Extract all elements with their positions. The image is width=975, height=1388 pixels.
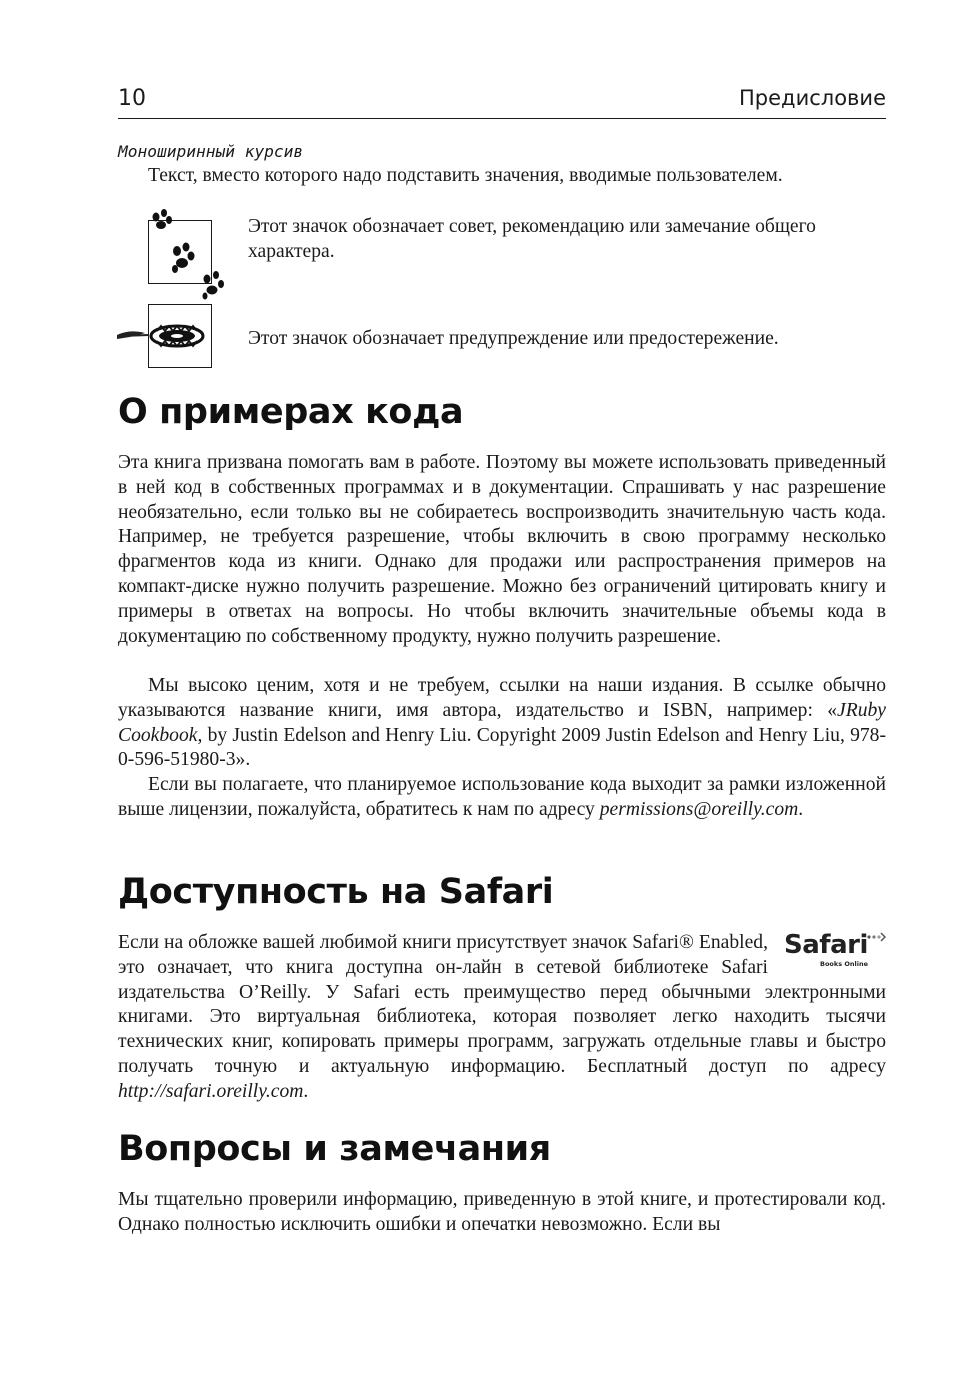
safari-paragraph-text: Если на обложке вашей любимой книги присутствует значок Safari® Enabled, это означает, что книга доступна он-лайн в сетевой библиотеке Safari издательства O’Reilly. У Safari есть преимущество перед обычными электронными книгами. Это виртуальная библиотека, которая позволяет легко находить тысячи технических книг, копировать примеры программ, загружать отдельные главы и быстро получать точную и актуальную информацию. Бесплатный доступ по адресу: [118, 932, 886, 1077]
permissions-email-link[interactable]: permissions@oreilly.com: [599, 798, 799, 820]
safari-logo-spacer: [768, 931, 886, 979]
mono-italic-description: Текст, вместо которого надо подставить значения, вводимые пользователем.: [148, 165, 783, 186]
warning-icon: [148, 304, 212, 368]
tip-text: Этот значок обозначает совет, рекомендацию или замечание общего характера.: [248, 216, 816, 262]
safari-paragraph: Если на обложке вашей любимой книги присутствует значок Safari® Enabled, это означает, что книга доступна он-лайн в сетевой библиотеке Safari издательства O’Reilly. У Safari есть преимущество перед обычными электронными книгами. Это виртуальная библиотека, которая позволяет легко находить тысячи технических книг, копировать примеры программ, загружать отдельные главы и быстро получать точную и актуальную информацию. Бесплатный доступ по адресу http://safari.oreilly.com.: [118, 932, 886, 1102]
book-title: JRuby Cookbook,: [118, 699, 886, 746]
safari-logo-subtitle: Books Online: [820, 960, 868, 968]
code-examples-paragraph-3: Если вы полагаете, что планируемое использование кода выходит за рамки изложенной выше лицензии, пожалуйста, обратитесь к нам по адресу permissions@oreilly.com.: [118, 774, 886, 820]
safari-logo-word: Safari: [784, 930, 868, 960]
tip-icon: [148, 220, 212, 284]
safari-url-link[interactable]: http://safari.oreilly.com: [118, 1080, 304, 1102]
questions-paragraph: Мы тщательно проверили информацию, приведенную в этой книге, и протестировали код. Однако полностью исключить ошибки и опечатки невозможно. Если вы: [118, 1189, 886, 1235]
warning-text: Этот значок обозначает предупреждение или предостережение.: [248, 328, 779, 349]
section-heading-questions: Вопросы и замечания: [118, 1129, 551, 1169]
page-number: 10: [118, 86, 146, 111]
code-examples-paragraph-1: Эта книга призвана помогать вам в работе. Поэтому вы можете использовать приведенный в ней код в собственных программах и в документации. Спрашивать у нас разрешение необязательно, если только вы не собираетесь воспроизводить значительную часть кода. Например, не требуется разрешение, чтобы включить в свою программу несколько фрагментов кода из книги. Однако для продажи или распространения примеров на компакт-диске нужно получить разрешение. Можно без ограничений цитировать книгу и примеры в ответах на вопросы. Но чтобы включить значительные объемы кода в документацию по собственному продукту, нужно получить разрешение.: [118, 452, 886, 647]
section-heading-code-examples: О примерах кода: [118, 392, 464, 432]
code-examples-paragraph-2: Мы высоко ценим, хотя и не требуем, ссылки на наши издания. В ссылке обычно указываются название книги, имя автора, издательство и ISBN, например: «JRuby Cookbook, by Justin Edelson and Henry Liu. Copyright 2009 Justin Edelson and Henry Liu, 978-0-596-51980-3».: [118, 675, 886, 771]
running-title: Предисловие: [739, 86, 886, 110]
section-heading-safari: Доступность на Safari: [118, 872, 554, 912]
paw-prints-icon: [139, 203, 249, 303]
trap-icon: [115, 305, 215, 369]
running-head: [118, 84, 886, 119]
mono-italic-term: Моноширинный курсив: [118, 142, 304, 161]
